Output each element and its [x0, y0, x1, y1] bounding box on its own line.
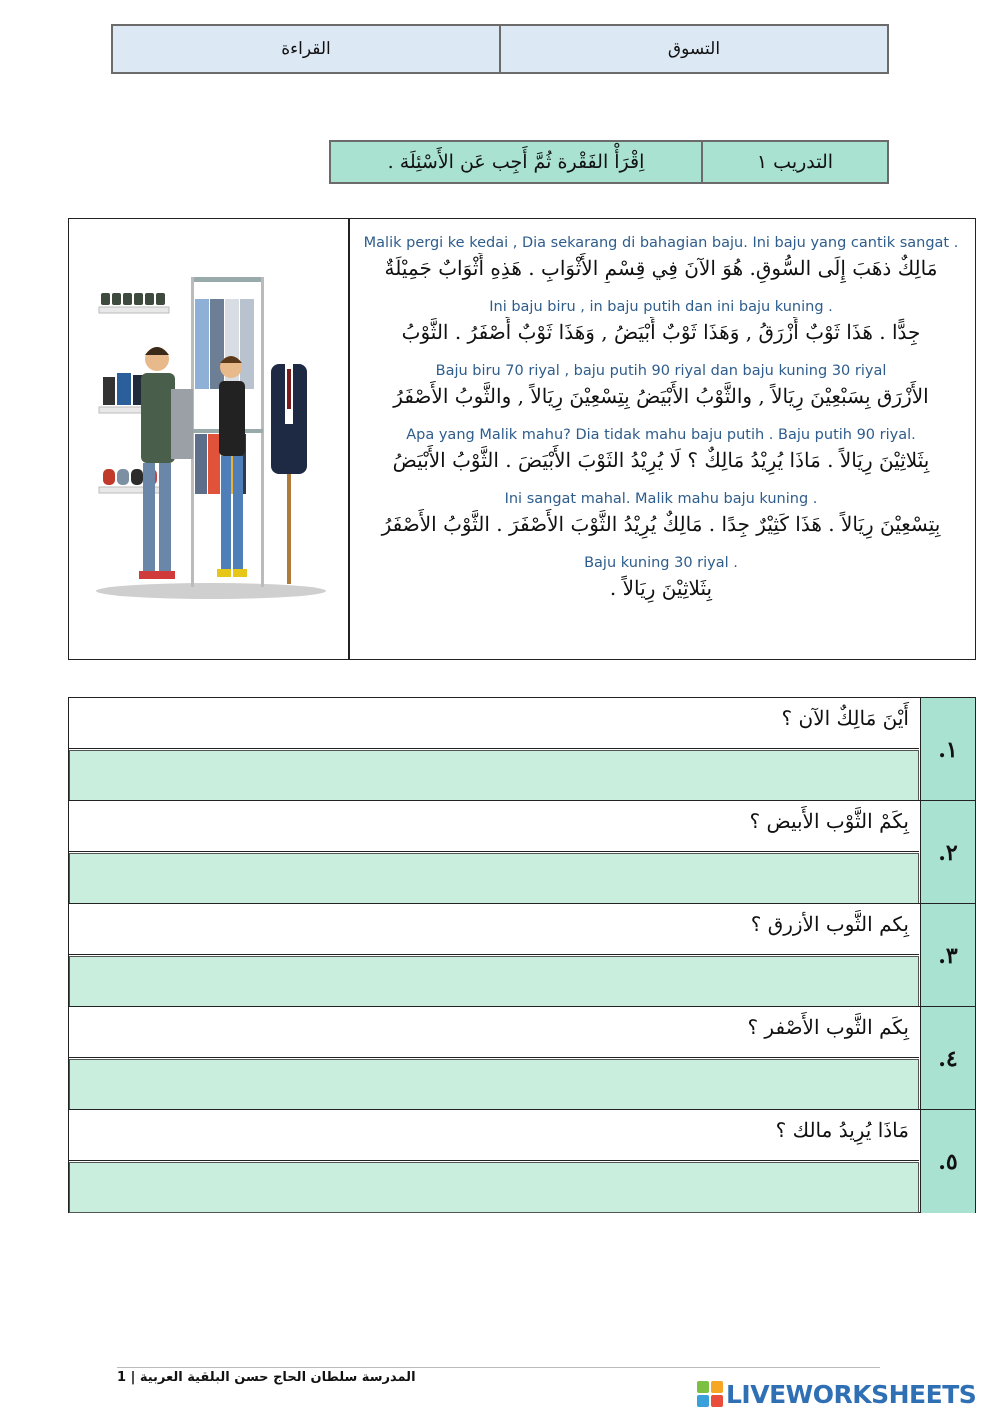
question-row [69, 801, 975, 904]
header-left-cell: القراءة [113, 26, 499, 72]
exercise-title: التدريب ١ [701, 142, 887, 182]
question-text: مَاذَا يُرِيدُ مالك ؟ [69, 1110, 919, 1161]
question-number: ١. [920, 698, 975, 801]
malay-line-4: Apa yang Malik mahu? Dia tidak mahu baju putih . Baju putih 90 riyal. [406, 427, 916, 443]
liveworksheets-wordmark: LIVEWORKSHEETS [726, 1379, 977, 1409]
exercise-instruction: اِقْرَأْ الفَقْرة ثُمَّ أَجِب عَن الأَسْئِلَة . [331, 142, 701, 182]
question-row [69, 1110, 975, 1213]
questions-table [68, 697, 976, 1213]
malay-line-3: Baju biru 70 riyal , baju putih 90 riyal dan baju kuning 30 riyal [435, 363, 887, 379]
question-row [69, 1007, 975, 1110]
malay-line-5: Ini sangat mahal. Malik mahu baju kuning . [504, 491, 818, 507]
answer-input-2[interactable] [69, 853, 919, 904]
question-row [69, 904, 975, 1007]
reading-divider [348, 219, 350, 659]
arabic-line-4: بِثَلاثِيْنَ رِيَالاً . مَاذَا يُرِيْدُ مَالِكٌ ؟ لَا يُرِيْدُ الثَوْبَ الأَبْيَضَ . الثَّوْبُ الأَبْيَضُ [392, 448, 930, 472]
malay-line-6: Baju kuning 30 riyal . [584, 555, 738, 571]
page-number: 1 [117, 1370, 127, 1385]
question-number: ٣. [920, 904, 975, 1007]
arabic-line-5: بِتِسْعِيْنَ رِيَالاً . هَذَا كَثِيْرٌ جِدًا . مَالِكٌ يُرِيْدُ الثَّوْبَ الأَصْفَرَ . الثَّوْبُ الأَصْفَرُ [381, 512, 941, 536]
header-right-cell: التسوق [499, 26, 887, 72]
question-text: بِكَمْ الثَّوْب الأَبيض ؟ [69, 801, 919, 852]
arabic-line-1: مَالِكٌ ذهَبَ إِلَى السُّوقِ. هُوَ الآنَ فِي قِسْمِ الأَثْوَابِ . هَذِهِ أَثْوَابٌ جَمِيْلَةٌ [384, 256, 938, 280]
footer-school [117, 1370, 417, 1385]
question-number: ٤. [920, 1007, 975, 1110]
reading-box [68, 218, 976, 660]
question-number: ٥. [920, 1110, 975, 1213]
question-row [69, 698, 975, 801]
question-text: بِكَم الثَّوب الأَصْفر ؟ [69, 1007, 919, 1058]
reading-passage [351, 233, 971, 603]
answer-input-4[interactable] [69, 1059, 919, 1110]
arabic-line-6: بِثَلاثِيْنَ رِيَالاً . [609, 576, 713, 600]
malay-line-2: Ini baju biru , in baju putih dan ini baju kuning . [489, 299, 833, 315]
footer-rule [117, 1367, 880, 1368]
question-number: ٢. [920, 801, 975, 904]
school-name: المدرسة سلطان الحاج حسن البلقية العربية [139, 1370, 416, 1385]
answer-input-3[interactable] [69, 956, 919, 1007]
arabic-line-2: جِدًّا . هَذَا ثَوْبٌ أَزْرَقُ , وَهَذَا ثَوْبٌ أَبْيَضُ , وَهَذَا ثَوْبٌ أَصْفَرُ . الثَّوْبُ [401, 320, 921, 344]
footer-separator: | [130, 1370, 136, 1385]
liveworksheets-logo-icon [697, 1381, 723, 1407]
answer-input-1[interactable] [69, 750, 919, 801]
question-text: بِكم الثَّوب الأزرق ؟ [69, 904, 919, 955]
arabic-line-3: الأَزْرَق بِسَبْعِيْنَ رِيَالاً , والثَّوْبُ الأَبْيَضُ بِتِسْعِيْنَ رِيَالاً , والثَّوبُ الأَصْفَرُ [393, 384, 929, 408]
shop-scene-icon [91, 269, 331, 609]
topic-header [111, 24, 889, 74]
clothes-shop-illustration [91, 269, 331, 609]
question-text: أَيْنَ مَالِكٌ الآن ؟ [69, 698, 919, 749]
liveworksheets-brand[interactable] [697, 1378, 997, 1410]
malay-line-1: Malik pergi ke kedai , Dia sekarang di bahagian baju. Ini baju yang cantik sangat . [363, 235, 959, 251]
answer-input-5[interactable] [69, 1162, 919, 1213]
exercise-header [329, 140, 889, 184]
